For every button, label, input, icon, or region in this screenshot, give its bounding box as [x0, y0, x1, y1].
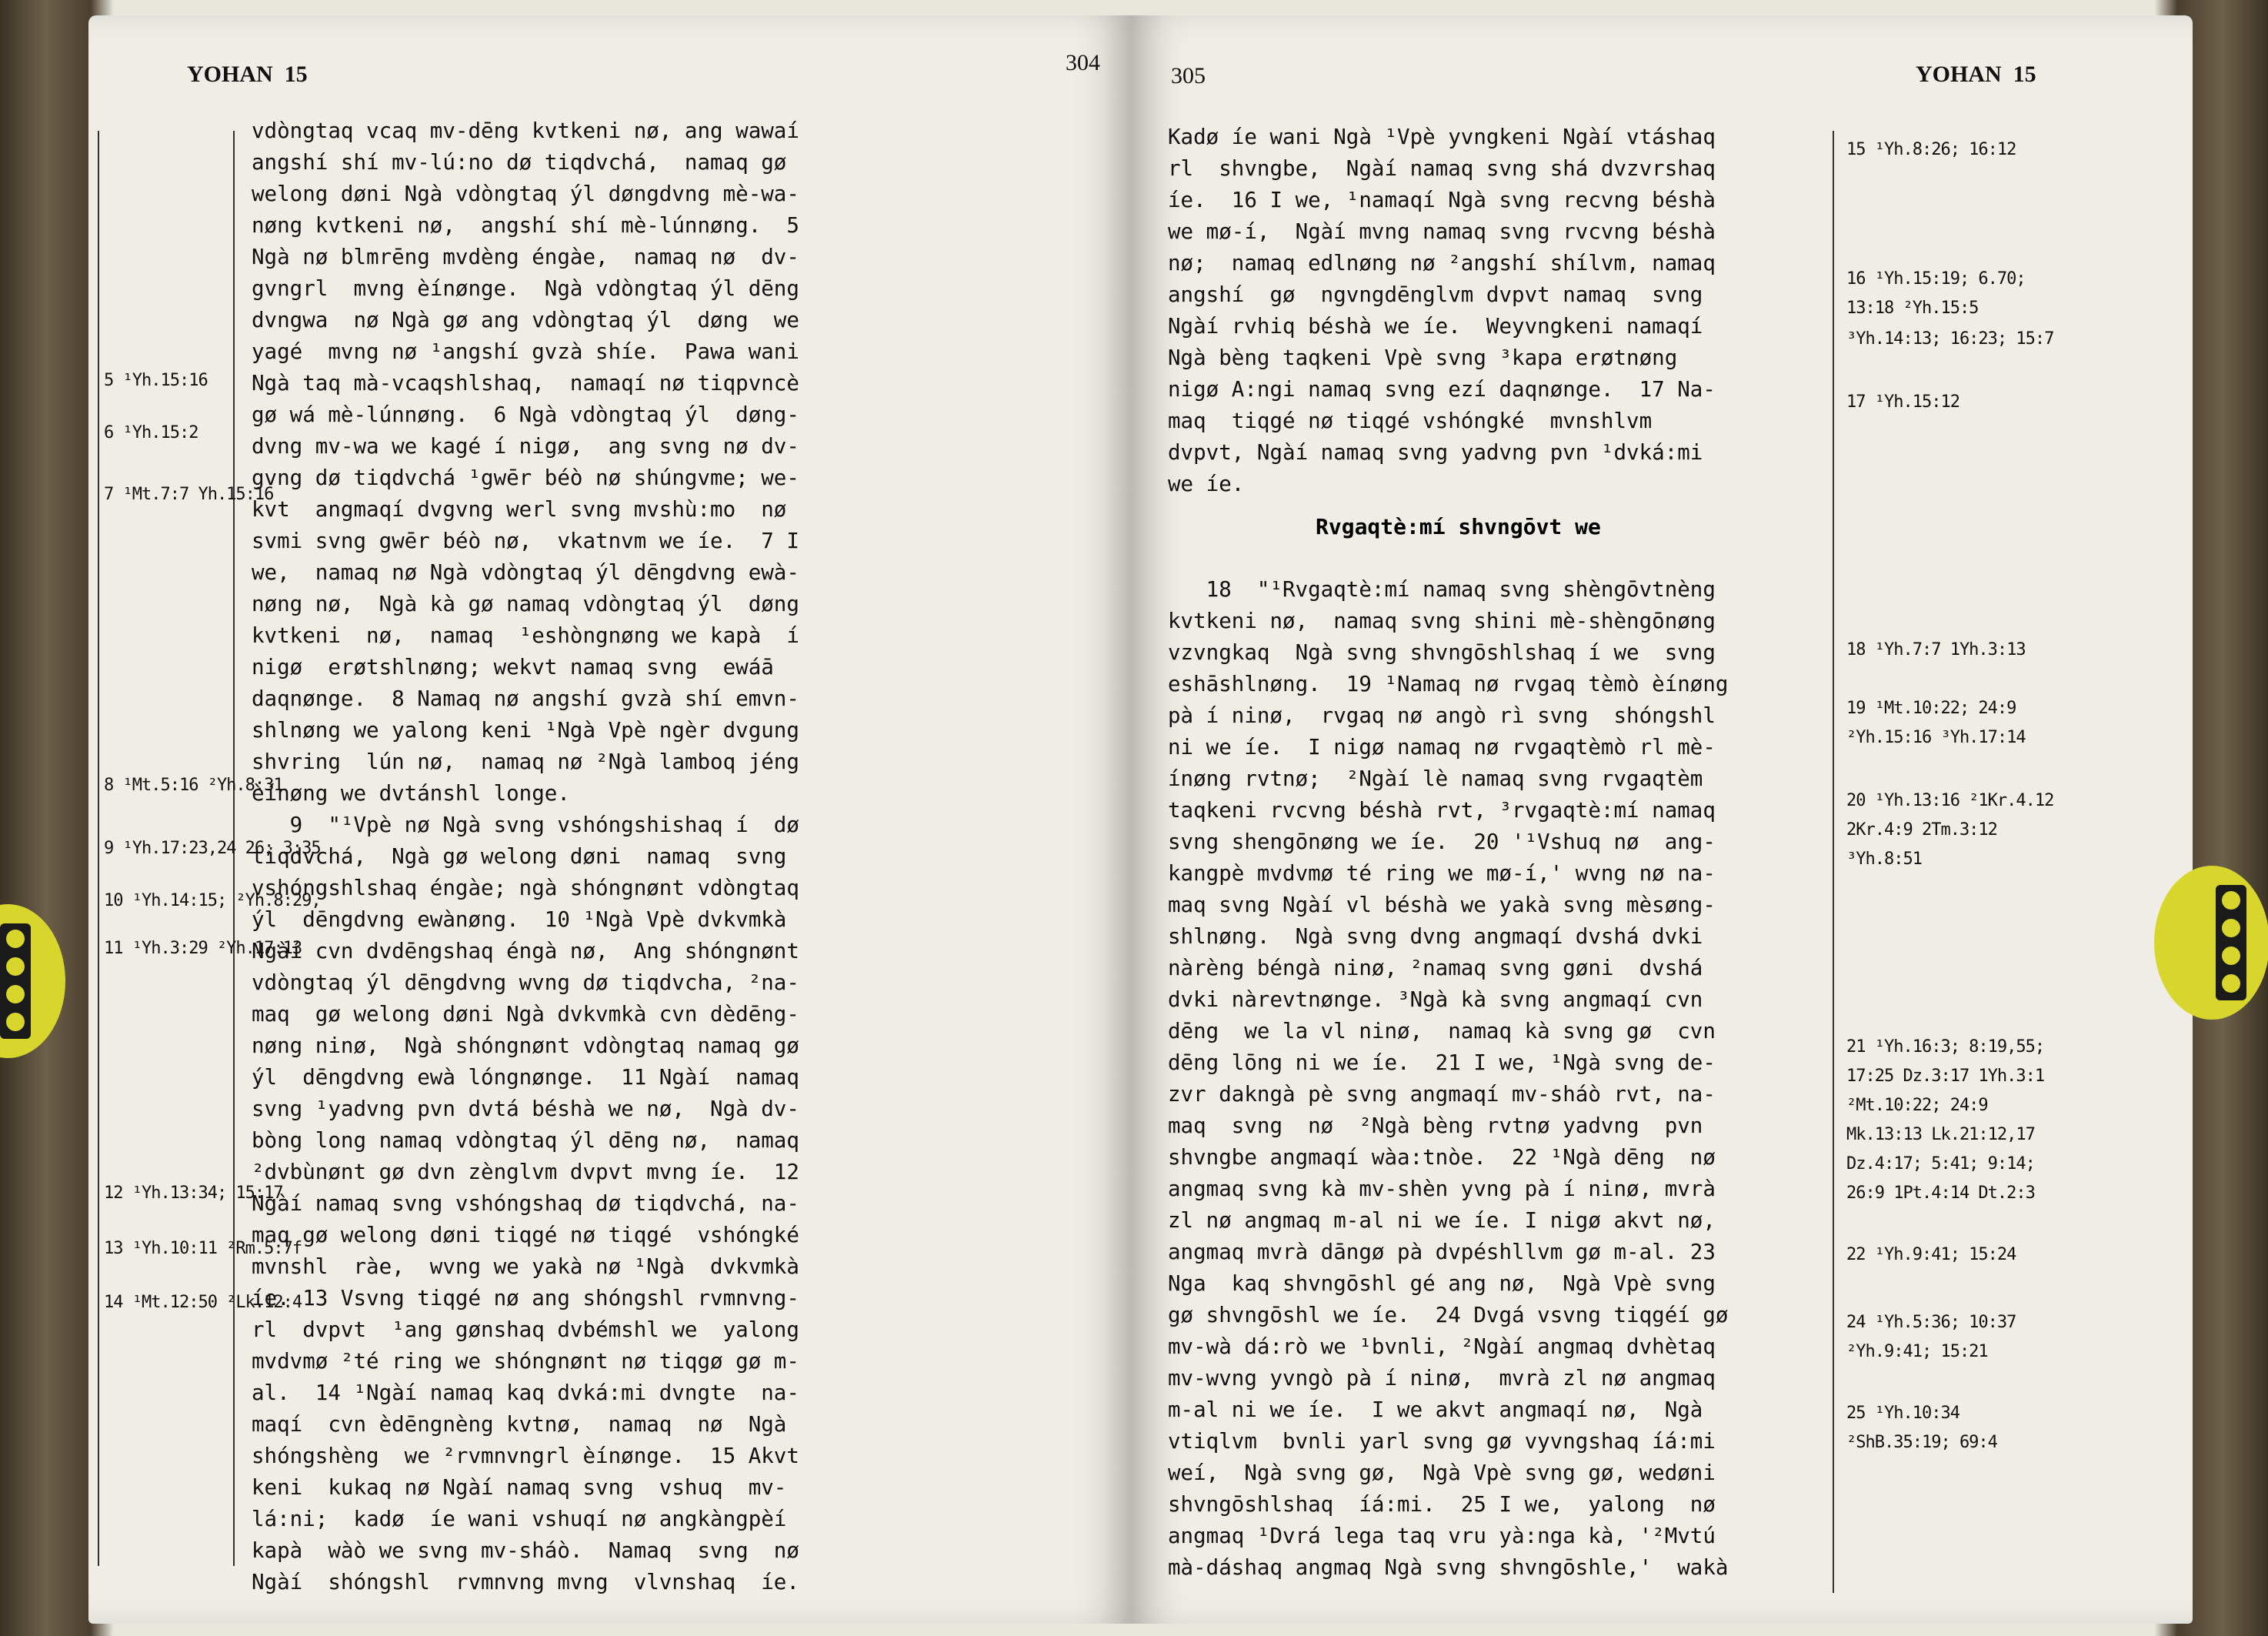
ref-entry: 2Kr.4:9 2Tm.3:12 [1846, 820, 1997, 840]
text-line: we íe. [1168, 472, 1245, 496]
text-line: angmaq svng kà mv-shèn yvng pà í ninø, mvrà [1168, 1177, 1716, 1201]
ref-entry: ²Yh.9:41; 15:21 [1846, 1342, 1988, 1361]
ref-entry: 13:18 ²Yh.15:5 [1846, 299, 1979, 318]
text-line: ýl dēngdvng ewà lóngnønge. 11 Ngàí namaq [252, 1065, 799, 1090]
section-heading: Rvgaqtè:mí shvngōvt we [1316, 514, 1601, 539]
text-line: rl dvpvt ¹ang gønshaq dvbémshl we yalong [252, 1317, 799, 1342]
text-line: svmi svng gwēr béò nø, vkatnvm we íe. 7 I [252, 529, 799, 553]
ref-entry: 14 ¹Mt.12:50 ²Lk.12:4 [104, 1293, 302, 1312]
text-line: dēng we la vl ninø, namaq kà svng gø cvn [1168, 1019, 1716, 1043]
text-line: nøng ninø, Ngà shóngnønt vdòngtaq namaq gø [252, 1033, 799, 1058]
text-line: 18 "¹Rvgaqtè:mí namaq svng shèngōvtnèng [1168, 577, 1716, 602]
tab-dot [2222, 974, 2240, 993]
text-line: mvdvmø ²té ring we shóngnønt nø tiqgø gø m- [252, 1349, 799, 1374]
left-book-name: YOHAN [187, 62, 273, 87]
ref-entry: 25 ¹Yh.10:34 [1846, 1404, 1959, 1423]
text-line: vshóngshlshaq éngàe; ngà shóngnønt vdòngtaq [252, 876, 799, 900]
text-line: nigø erøtshlnøng; wekvt namaq svng ewáā [252, 655, 774, 679]
text-line: kvt angmaqí dvgvng werl svng mvshù:mo nø [252, 497, 787, 522]
right-cross-references [1846, 15, 2170, 1624]
tab-dot [6, 957, 25, 976]
tab-dot [2222, 891, 2240, 910]
right-page [1131, 15, 2193, 1624]
text-line: vzvngkaq Ngà svng shvngōshlshaq í we svng [1168, 640, 1716, 665]
ref-entry: 16 ¹Yh.15:19; 6.70; [1846, 269, 2026, 289]
text-line: Kadø íe wani Ngà ¹Vpè yvngkeni Ngàí vtáshaq [1168, 125, 1716, 149]
text-line: íe. 16 I we, ¹namaqí Ngà svng recvng béshà [1168, 188, 1716, 212]
text-line: eshāshlnøng. 19 ¹Namaq nø rvgaq tèmò èínøng [1168, 672, 1729, 696]
text-line: maq svng nø ²Ngà bèng rvtnø yadvng pvn [1168, 1113, 1703, 1138]
text-line: ínøng rvtnø; ²Ngàí lè namaq svng rvgaqtèm [1168, 766, 1703, 791]
ref-entry: 12 ¹Yh.13:34; 15:17 [104, 1184, 283, 1203]
text-line: vtiqlvm bvnli yarl svng gø vyvngshaq íá:mi [1168, 1429, 1716, 1454]
text-line: gvng dø tiqdvchá ¹gwēr béò nø shúngvme; we- [252, 466, 799, 490]
text-line: zl nø angmaq m-al ni we íe. I nigø akvt nø, [1168, 1208, 1716, 1233]
text-line: kapà wàò we svng mv-sháò. Namaq svng nø [252, 1538, 799, 1563]
text-line: vdòngtaq ýl dēngdvng wvng dø tiqdvcha, ²na- [252, 970, 799, 995]
ref-entry: 19 ¹Mt.10:22; 24:9 [1846, 699, 2016, 718]
text-line: dvngwa nø Ngà gø ang vdòngtaq ýl døng we [252, 308, 799, 332]
text-line: mvnshl ràe, wvng we yakà nø ¹Ngà dvkvmkà [252, 1254, 799, 1279]
right-page-number: 305 [1171, 63, 1206, 88]
text-line: svng ¹yadvng pvn dvtá béshà we nø, Ngà dv- [252, 1097, 799, 1121]
tab-marker-strip [2216, 885, 2246, 1000]
tab-dot [6, 1013, 25, 1031]
text-line: kvtkeni nø, namaq ¹eshòngnøng we kapà í [252, 623, 799, 648]
text-line: lá:ni; kadø íe wani vshuqí nø angkàngpèí [252, 1507, 787, 1531]
ref-entry: 22 ¹Yh.9:41; 15:24 [1846, 1245, 2016, 1264]
left-thumb-index-tab[interactable] [0, 904, 65, 1058]
text-line: keni kukaq nø Ngàí namaq svng vshuq mv- [252, 1475, 787, 1500]
ref-entry: 6 ¹Yh.15:2 [104, 423, 198, 442]
text-line: Ngàí namaq svng vshóngshaq dø tiqdvchá, na- [252, 1191, 799, 1216]
ref-entry: Mk.13:13 Lk.21:12,17 [1846, 1125, 2035, 1144]
text-line: kangpè mvdvmø té ring we mø-í,' wvng nø na- [1168, 861, 1716, 886]
text-line: maq gø welong døni Ngà dvkvmkà cvn dèdēng- [252, 1002, 799, 1027]
text-line: welong døni Ngà vdòngtaq ýl døngdvng mè-wa- [252, 182, 799, 206]
ref-entry: 17 ¹Yh.15:12 [1846, 392, 1959, 412]
ref-entry: 21 ¹Yh.16:3; 8:19,55; [1846, 1037, 2045, 1057]
text-line: maqí cvn èdēngnèng kvtnø, namaq nø Ngà [252, 1412, 787, 1437]
text-line: Ngàí rvhiq béshà we íe. Weyvngkeni namaqí [1168, 314, 1703, 339]
tab-dot [2222, 919, 2240, 937]
text-line: mv-wvng yvngò pà í ninø, mvrà zl nø angmaq [1168, 1366, 1716, 1391]
text-line: maq gø welong døni tiqgé nø tiqgé vshóngké [252, 1223, 799, 1247]
text-line: mà-dáshaq angmaq Ngà svng shvngōshle,' wakà [1168, 1555, 1729, 1580]
text-line: èínøng we dvtánshl longe. [252, 781, 570, 806]
ref-entry: 24 ¹Yh.5:36; 10:37 [1846, 1313, 2016, 1332]
text-line: Nga kaq shvngōshl gé ang nø, Ngà Vpè svng [1168, 1271, 1716, 1296]
text-line: shóngshèng we ²rvmnvngrl èínønge. 15 Akvt [252, 1444, 799, 1468]
text-line: gø shvngōshl we íe. 24 Dvgá vsvng tiqgéí gø [1168, 1303, 1729, 1327]
text-line: shvring lún nø, namaq nø ²Ngà lamboq jéng [252, 750, 799, 774]
text-line: mv-wà dá:rò we ¹bvnli, ²Ngàí angmaq dvhètaq [1168, 1334, 1716, 1359]
text-line: ni we íe. I nigø namaq nø rvgaqtèmò rl mè- [1168, 735, 1716, 760]
left-body-text [252, 115, 1121, 1598]
left-cross-references [104, 15, 321, 1624]
tab-dot [6, 985, 25, 1003]
text-line: kvtkeni nø, namaq svng shini mè-shèngōnøng [1168, 609, 1716, 633]
text-line: angmaq ¹Dvrá lega taq vru yà:nga kà, '²Mvtú [1168, 1524, 1716, 1548]
text-line: shlnøng. Ngà svng dvng angmaqí dvshá dvki [1168, 924, 1703, 949]
text-line: angshí shí mv-lú:no dø tiqdvchá, namaq gø [252, 150, 787, 175]
text-line: dvpvt, Ngàí namaq svng yadvng pvn ¹dvká:mi [1168, 440, 1703, 465]
text-line: Ngà taq mà-vcaqshlshaq, namaqí nø tiqpvncè [252, 371, 799, 396]
text-line: 9 "¹Vpè nø Ngà svng vshóngshishaq í dø [252, 813, 799, 837]
ref-entry: ²Mt.10:22; 24:9 [1846, 1096, 1988, 1115]
ref-entry: 5 ¹Yh.15:16 [104, 371, 208, 390]
ref-entry: 17:25 Dz.3:17 1Yh.3:1 [1846, 1067, 2045, 1086]
right-book-name: YOHAN [1916, 62, 2002, 87]
ref-entry: 8 ¹Mt.5:16 ²Yh.8:31 [104, 776, 283, 795]
text-line: Ngà nø blmrēng mvdèng éngàe, namaq nø dv- [252, 245, 799, 269]
text-line: nøng kvtkeni nø, angshí shí mè-lúnnøng. 5 [252, 213, 799, 238]
text-line: m-al ni we íe. I we akvt angmaqí nø, Ngà [1168, 1397, 1703, 1422]
left-page-number: 304 [1066, 50, 1100, 75]
text-line: al. 14 ¹Ngàí namaq kaq dvká:mi dvngte na- [252, 1381, 799, 1405]
text-line: yagé mvng nø ¹angshí gvzà shíe. Pawa wani [252, 339, 799, 364]
ref-entry: 7 ¹Mt.7:7 Yh.15:16 [104, 485, 274, 504]
text-line: taqkeni rvcvng béshà rvt, ³rvgaqtè:mí namaq [1168, 798, 1716, 823]
text-line: Ngà bèng taqkeni Vpè svng ³kapa erøtnøng [1168, 346, 1678, 370]
ref-entry: ³Yh.8:51 [1846, 850, 1922, 869]
text-line: dvng mv-wa we kagé í nigø, ang svng nø dv- [252, 434, 799, 459]
right-thumb-index-tab[interactable] [2154, 866, 2268, 1020]
text-line: tiqdvchá, Ngà gø welong døni namaq svng [252, 844, 787, 869]
text-line: we, namaq nø Ngà vdòngtaq ýl dēngdvng ewà- [252, 560, 799, 585]
left-page [88, 15, 1131, 1624]
text-line: íe. 13 Vsvng tiqgé nø ang shóngshl rvmnvng- [252, 1286, 799, 1310]
text-line: daqnønge. 8 Namaq nø angshí gvzà shí emvn- [252, 686, 799, 711]
tab-marker-strip [0, 923, 31, 1039]
ref-entry: ²Yh.15:16 ³Yh.17:14 [1846, 728, 2026, 747]
ref-entry: 11 ¹Yh.3:29 ²Yh.17:13 [104, 939, 302, 958]
text-line: nø; namaq edlnøng nø ²angshí shílvm, namaq [1168, 251, 1716, 275]
text-line: rl shvngbe, Ngàí namaq svng shá dvzvrshaq [1168, 156, 1716, 181]
text-line: ²dvbùnønt gø dvn zènglvm dvpvt mvng íe. 12 [252, 1160, 799, 1184]
text-line: weí, Ngà svng gø, Ngà Vpè svng gø, wedøni [1168, 1461, 1716, 1485]
right-column-divider [1833, 131, 1834, 1593]
text-line: vdòngtaq vcaq mv-dēng kvtkeni nø, ang wawaí [252, 119, 799, 143]
tab-dot [2222, 947, 2240, 965]
ref-entry: 20 ¹Yh.13:16 ²1Kr.4.12 [1846, 791, 2054, 810]
text-line: shvngōshlshaq íá:mi. 25 I we, yalong nø [1168, 1492, 1716, 1517]
ref-entry: 18 ¹Yh.7:7 1Yh.3:13 [1846, 640, 2026, 659]
text-line: ýl dēngdvng ewànøng. 10 ¹Ngà Vpè dvkvmkà [252, 907, 787, 932]
ref-entry: 26:9 1Pt.4:14 Dt.2:3 [1846, 1184, 2035, 1203]
text-line: nøng nø, Ngà kà gø namaq vdòngtaq ýl døng [252, 592, 799, 616]
text-line: svng shengōnøng we íe. 20 '¹Vshuq nø ang- [1168, 830, 1716, 854]
text-line: bòng long namaq vdòngtaq ýl dēng nø, namaq [252, 1128, 799, 1153]
text-line: Ngàí cvn dvdēngshaq éngà nø, Ang shóngnønt [252, 939, 799, 963]
text-line: we mø-í, Ngàí mvng namaq svng rvcvng béshà [1168, 219, 1716, 244]
text-line: maq tiqgé nø tiqgé vshóngké mvnshlvm [1168, 409, 1653, 433]
text-line: zvr dakngà pè svng angmaqí mv-sháò rvt, na- [1168, 1082, 1716, 1107]
text-line: nàrèng béngà ninø, ²namaq svng gøni dvshá [1168, 956, 1703, 980]
left-chapter-number: 15 [284, 62, 308, 87]
text-line: dvki nàrevtnønge. ³Ngà kà svng angmaqí cvn [1168, 987, 1703, 1012]
ref-entry: 15 ¹Yh.8:26; 16:12 [1846, 140, 2016, 159]
ref-entry: 10 ¹Yh.14:15; ²Yh.8:29, [104, 891, 321, 910]
text-line: gvngrl mvng èínønge. Ngà vdòngtaq ýl dēng [252, 276, 799, 301]
text-line: Ngàí shóngshl rvmnvng mvng vlvnshaq íe. [252, 1570, 799, 1594]
left-ref-column-rule [98, 131, 99, 1566]
ref-entry: Dz.4:17; 5:41; 9:14; [1846, 1154, 2035, 1174]
ref-entry: 13 ¹Yh.10:11 ²Rm.5:7f [104, 1239, 302, 1258]
text-line: maq svng Ngàí vl béshà we yakà svng mèsøng- [1168, 893, 1716, 917]
ref-entry: ³Yh.14:13; 16:23; 15:7 [1846, 329, 2054, 349]
text-line: dēng lōng ni we íe. 21 I we, ¹Ngà svng de- [1168, 1050, 1716, 1075]
text-line: shlnøng we yalong keni ¹Ngà Vpè ngèr dvgung [252, 718, 799, 743]
ref-entry: 9 ¹Yh.17:23,24 26; 3:35 [104, 839, 321, 858]
text-line: gø wá mè-lúnnøng. 6 Ngà vdòngtaq ýl døng- [252, 402, 799, 427]
tab-dot [6, 930, 25, 948]
text-line: shvngbe angmaqí wàa:tnòe. 22 ¹Ngà dēng nø [1168, 1145, 1716, 1170]
text-line: angmaq mvrà dāngø pà dvpéshllvm gø m-al. 23 [1168, 1240, 1716, 1264]
text-line: angshí gø ngvngdēnglvm dvpvt namaq svng [1168, 282, 1703, 307]
right-chapter-number: 15 [2013, 62, 2036, 87]
text-line: pà í ninø, rvgaq nø angò rì svng shóngshl [1168, 703, 1716, 728]
ref-entry: ²ShB.35:19; 69:4 [1846, 1433, 1997, 1452]
text-line: nigø A:ngi namaq svng ezí daqnønge. 17 Na- [1168, 377, 1716, 402]
